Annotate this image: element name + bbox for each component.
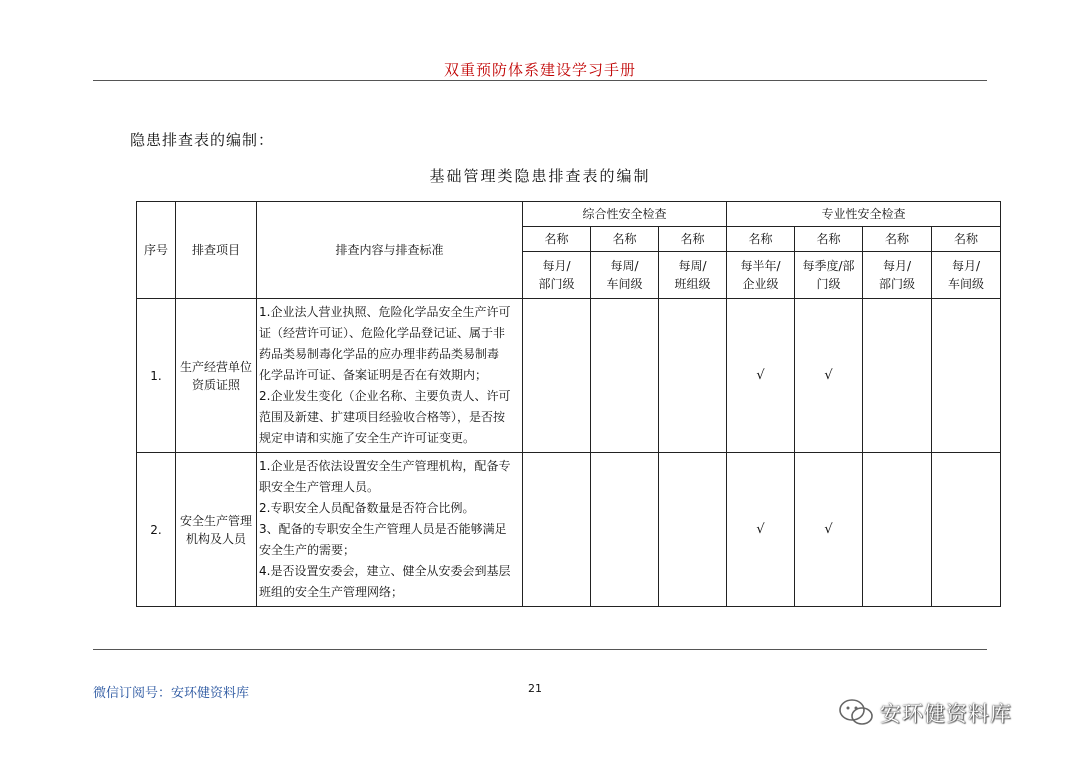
header-content: 排查内容与排查标准: [257, 202, 523, 299]
row-item: 安全生产管理 机构及人员: [176, 453, 257, 607]
check-cell: [932, 299, 1001, 453]
section-heading: 隐患排查表的编制：: [130, 131, 275, 149]
wechat-icon: [838, 698, 874, 728]
header-item: 排查项目: [176, 202, 257, 299]
header-frequency: 每周/ 车间级: [591, 252, 659, 299]
table-caption: 基础管理类隐患排查表的编制: [429, 167, 651, 185]
header-frequency: 每月/ 部门级: [523, 252, 591, 299]
header-divider: [93, 80, 987, 81]
watermark-text: 安环健资料库: [880, 702, 1012, 726]
page-header-title: 双重预防体系建设学习手册: [443, 61, 636, 79]
header-name: 名称: [863, 227, 932, 252]
check-cell: [523, 299, 591, 453]
watermark: [838, 698, 1012, 728]
footer-divider: [93, 649, 987, 650]
footer-subscription: 微信订阅号：安环健资料库: [93, 686, 250, 701]
check-cell: [591, 453, 659, 607]
check-cell: [932, 453, 1001, 607]
header-frequency: 每季度/部 门级: [795, 252, 863, 299]
check-cell: √: [795, 299, 863, 453]
check-cell: [863, 299, 932, 453]
header-name: 名称: [659, 227, 727, 252]
header-frequency: 每周/ 班组级: [659, 252, 727, 299]
check-cell: [659, 453, 727, 607]
check-cell: [591, 299, 659, 453]
check-cell: √: [795, 453, 863, 607]
header-seq: 序号: [137, 202, 176, 299]
header-name: 名称: [591, 227, 659, 252]
header-frequency: 每月/ 部门级: [863, 252, 932, 299]
check-cell: [659, 299, 727, 453]
check-cell: [863, 453, 932, 607]
table-row: [137, 453, 1001, 607]
row-content: 1.企业法人营业执照、危险化学品安全生产许可 证（经营许可证）、危险化学品登记证、属于非 药品类易制毒化学品的应办理非药品类易制毒 化学品许可证、备案证明是否在有效期内； 2.企业发生变化（企业名称、主要负责人、许可 范围及新建、扩建项目经验收合格等），是否按 规定申请和实施了安全生产许可证变更。: [257, 299, 523, 453]
header-frequency: 每半年/ 企业级: [727, 252, 795, 299]
header-frequency: 每月/ 车间级: [932, 252, 1001, 299]
page-number: 21: [528, 682, 542, 695]
table-row: [137, 299, 1001, 453]
row-item: 生产经营单位 资质证照: [176, 299, 257, 453]
header-name: 名称: [523, 227, 591, 252]
check-cell: √: [727, 453, 795, 607]
header-name: 名称: [795, 227, 863, 252]
row-seq: 2.: [137, 453, 176, 607]
header-name: 名称: [932, 227, 1001, 252]
header-name: 名称: [727, 227, 795, 252]
header-group-special: 专业性安全检查: [727, 202, 1001, 227]
row-seq: 1.: [137, 299, 176, 453]
check-cell: [523, 453, 591, 607]
hazard-checklist-table: [136, 201, 1001, 607]
header-group-general: 综合性安全检查: [523, 202, 727, 227]
row-content: 1.企业是否依法设置安全生产管理机构，配备专 职安全生产管理人员。 2.专职安全人员配备数量是否符合比例。 3、配备的专职安全生产管理人员是否能够满足 安全生产的需要； 4.是否设置安委会，建立、健全从安委会到基层 班组的安全生产管理网络；: [257, 453, 523, 607]
check-cell: √: [727, 299, 795, 453]
